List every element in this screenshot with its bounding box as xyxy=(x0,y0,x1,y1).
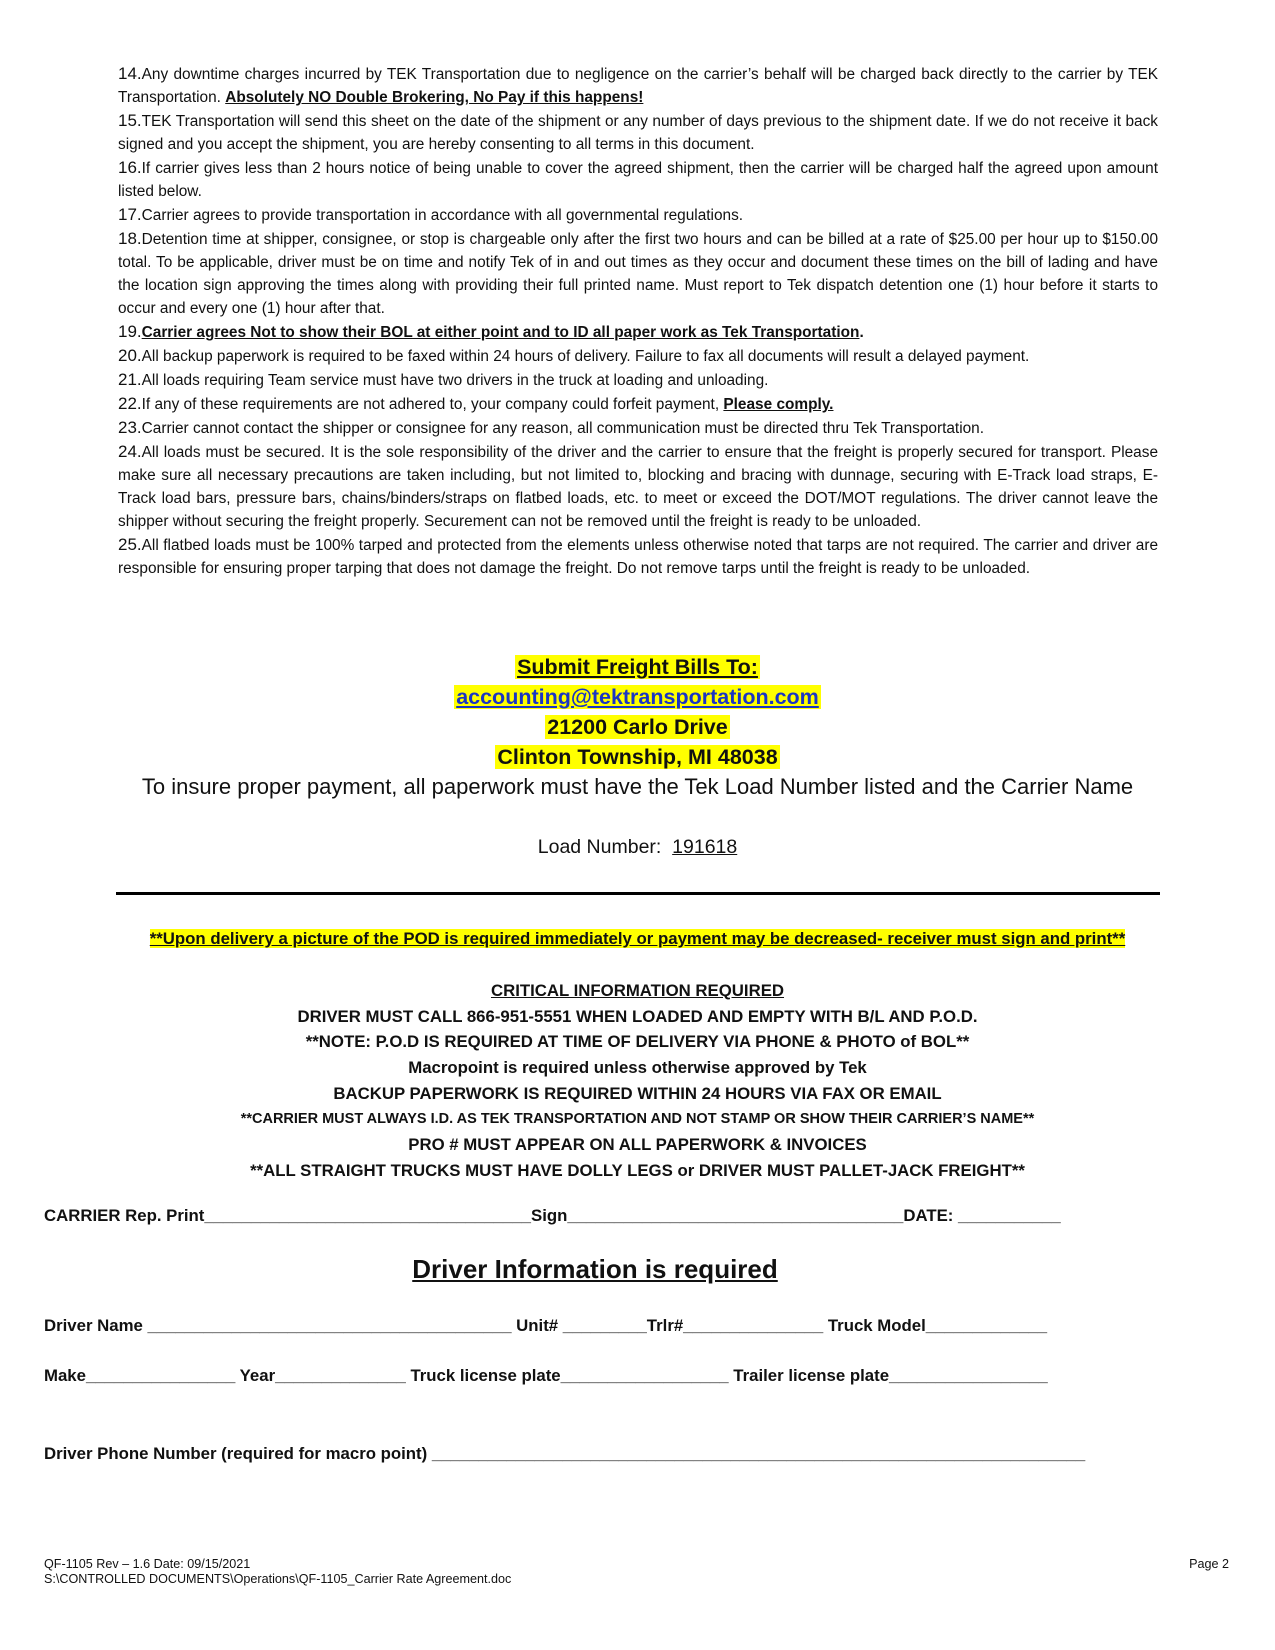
submit-city xyxy=(0,742,1275,772)
footer-path: S:\CONTROLLED DOCUMENTS\Operations\QF-1105_Carrier Rate Agreement.doc xyxy=(44,1572,512,1586)
submit-street xyxy=(0,712,1275,742)
term-item xyxy=(118,440,1158,533)
footer-revision: QF-1105 Rev – 1.6 Date: 09/15/2021 xyxy=(44,1557,251,1571)
driver-name-row[interactable]: Driver Name _______________________________________ Unit# _________Trlr#_______________ Truck Model_____________ xyxy=(44,1316,1048,1335)
term-text: All loads requiring Team service must have two drivers in the truck at loading and unloading. xyxy=(141,372,769,389)
document-footer xyxy=(44,1557,511,1587)
load-number-label: Load Number: xyxy=(537,836,673,858)
submit-title xyxy=(0,652,1275,682)
term-emphasis: Absolutely NO Double Brokering, No Pay if this happens! xyxy=(225,89,644,106)
critical-line: PRO # MUST APPEAR ON ALL PAPERWORK & INVOICES xyxy=(408,1135,867,1155)
pod-note-text: **Upon delivery a picture of the POD is required immediately or payment may be decreased- receiver must sign and print** xyxy=(149,929,1126,948)
term-number: 22. xyxy=(118,394,142,413)
carrier-signature-line[interactable]: CARRIER Rep. Print___________________________________Sign____________________________________DATE: ___________ xyxy=(44,1206,1061,1225)
load-number-value: 191618 xyxy=(672,836,738,858)
divider xyxy=(116,892,1160,895)
term-item xyxy=(118,156,1158,203)
accounting-email-link[interactable]: accounting@tektransportation.com xyxy=(456,685,819,709)
term-number: 25. xyxy=(118,535,142,554)
term-item xyxy=(118,392,1158,416)
term-text: All flatbed loads must be 100% tarped and protected from the elements unless otherwise noted that tarps are not required. The carrier and driver are responsible for ensuring proper tarping that does not damage the freight. Do not remove tarps until the freight is ready to be unloaded. xyxy=(118,537,1158,577)
insure-payment-text: To insure proper payment, all paperwork must have the Tek Load Number listed and the Carrier Name xyxy=(141,774,1134,799)
terms-list xyxy=(118,62,1158,580)
term-text: Carrier cannot contact the shipper or consignee for any reason, all communication must be directed thru Tek Transportation. xyxy=(141,420,985,437)
critical-line: **NOTE: P.O.D IS REQUIRED AT TIME OF DELIVERY VIA PHONE & PHOTO of BOL** xyxy=(305,1032,970,1052)
critical-heading: CRITICAL INFORMATION REQUIRED xyxy=(490,981,785,1000)
term-item xyxy=(118,62,1158,109)
term-number: 21. xyxy=(118,370,142,389)
driver-phone-row[interactable]: Driver Phone Number (required for macro point) ______________________________________________________________________ xyxy=(44,1444,1086,1463)
page-number: Page 2 xyxy=(1189,1557,1229,1571)
term-item xyxy=(118,203,1158,227)
term-number: 17. xyxy=(118,205,142,224)
term-text: If any of these requirements are not adhered to, your company could forfeit payment, xyxy=(141,396,724,413)
critical-line: **ALL STRAIGHT TRUCKS MUST HAVE DOLLY LEGS or DRIVER MUST PALLET-JACK FREIGHT** xyxy=(250,1160,1025,1180)
term-number: 15. xyxy=(118,111,142,130)
term-text: All loads must be secured. It is the sole responsibility of the driver and the carrier to ensure that the freight is properly secured for transport. Please make sure all necessary precautions are taken including, but not limited to, blocking and bracing with dunnage, securing with E-Track load straps, E-Track load bars, pressure bars, chains/binders/straps on flatbed loads, etc. to meet or exceed the DOT/MOT regulations. The driver cannot leave the shipper without securing the freight properly. Securement can not be removed until the freight is ready to be unloaded. xyxy=(118,444,1158,530)
term-item xyxy=(118,533,1158,580)
term-item xyxy=(118,368,1158,392)
term-number: 19. xyxy=(118,322,142,341)
pod-note xyxy=(0,927,1275,950)
term-item xyxy=(118,344,1158,368)
term-text: If carrier gives less than 2 hours notice of being unable to cover the agreed shipment, then the carrier will be charged half the agreed upon amount listed below. xyxy=(118,160,1158,200)
term-emphasis: Please comply. xyxy=(723,396,834,413)
submit-email xyxy=(0,682,1275,712)
term-number: 20. xyxy=(118,346,142,365)
term-number: 24. xyxy=(118,442,142,461)
submit-title-text: Submit Freight Bills To: xyxy=(517,655,758,679)
critical-line: **CARRIER MUST ALWAYS I.D. AS TEK TRANSPORTATION AND NOT STAMP OR SHOW THEIR CARRIER’S NAME** xyxy=(240,1110,1035,1127)
critical-line: Macropoint is required unless otherwise approved by Tek xyxy=(408,1058,867,1078)
term-text: TEK Transportation will send this sheet on the date of the shipment or any number of days previous to the shipment date. If we do not receive it back signed and you accept the shipment, you are hereby consenting to all terms in this document. xyxy=(118,113,1158,153)
term-text: Any downtime charges incurred by TEK Transportation due to negligence on the carrier’s behalf will be charged back directly to the carrier by TEK Transportation. xyxy=(118,66,1158,106)
term-text: All backup paperwork is required to be faxed within 24 hours of delivery. Failure to fax all documents will result a delayed payment. xyxy=(141,348,1030,365)
submit-street-text: 21200 Carlo Drive xyxy=(547,715,728,739)
submit-city-text: Clinton Township, MI 48038 xyxy=(497,745,778,769)
term-item xyxy=(118,320,1158,344)
term-number: 23. xyxy=(118,418,142,437)
term-emphasis: Carrier agrees Not to show their BOL at either point and to ID all paper work as Tek Transportation xyxy=(141,324,860,341)
term-text: Carrier agrees to provide transportation in accordance with all governmental regulations. xyxy=(141,207,744,224)
term-text: . xyxy=(859,324,864,341)
term-text: Detention time at shipper, consignee, or stop is chargeable only after the first two hours and can be billed at a rate of $25.00 per hour up to $150.00 total. To be applicable, driver must be on time and notify Tek of in and out times as they occur and document these times on the bill of lading and have the location sign approving the times along with providing their full printed name. Must report to Tek dispatch detention one (1) hour before it starts to occur and every one (1) hour after that. xyxy=(118,231,1158,317)
critical-info-block xyxy=(0,978,1275,1184)
load-number-line xyxy=(0,834,1275,860)
term-item xyxy=(118,416,1158,440)
driver-info-title: Driver Information is required xyxy=(412,1254,778,1284)
term-number: 18. xyxy=(118,229,142,248)
term-number: 16. xyxy=(118,158,142,177)
term-item xyxy=(118,227,1158,320)
term-item xyxy=(118,109,1158,156)
critical-line: BACKUP PAPERWORK IS REQUIRED WITHIN 24 HOURS VIA FAX OR EMAIL xyxy=(333,1083,942,1103)
vehicle-info-row[interactable]: Make________________ Year______________ Truck license plate__________________ Trailer license plate_________________ xyxy=(44,1366,1048,1385)
term-number: 14. xyxy=(118,64,142,83)
critical-line: DRIVER MUST CALL 866-951-5551 WHEN LOADED AND EMPTY WITH B/L AND P.O.D. xyxy=(297,1006,978,1026)
